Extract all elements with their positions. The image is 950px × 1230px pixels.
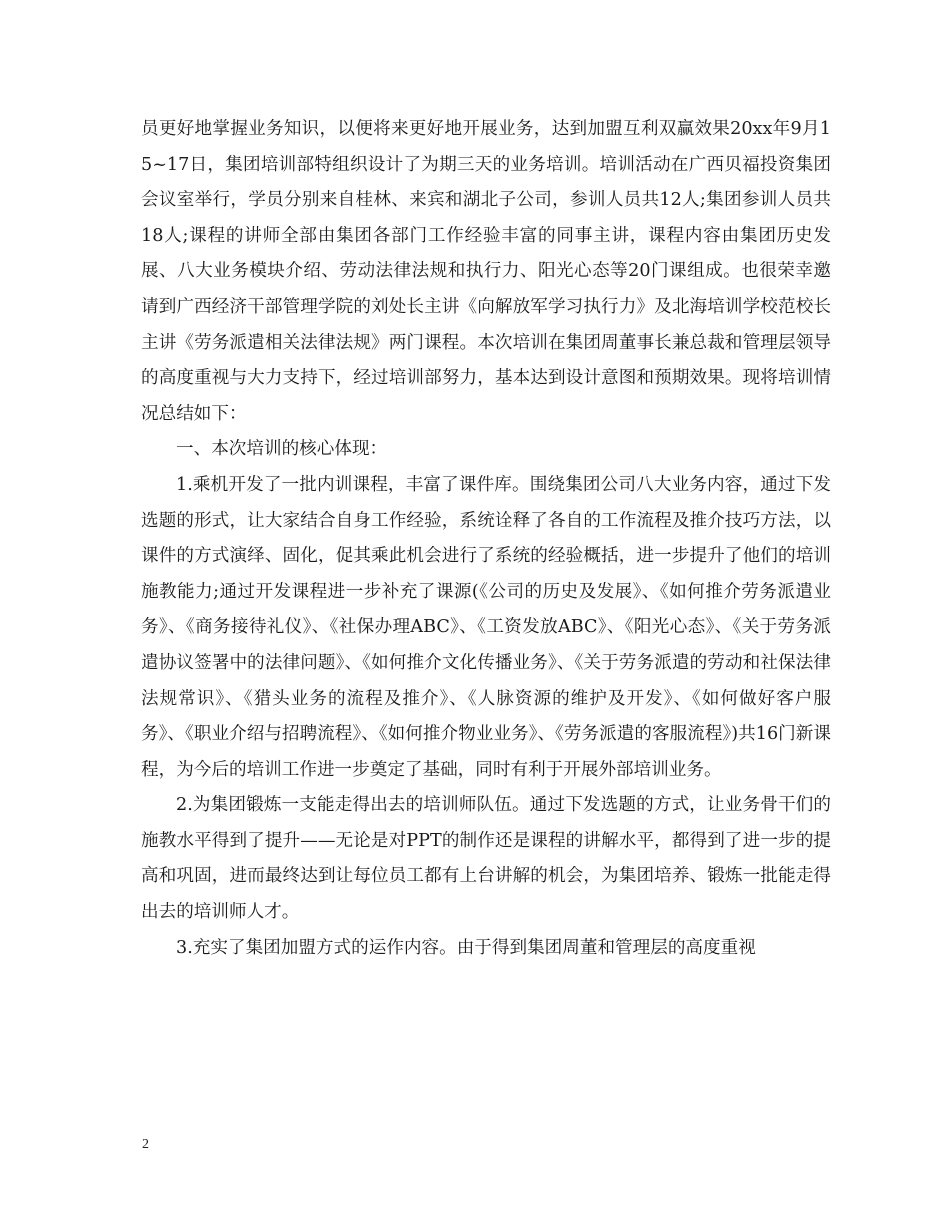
paragraph-point-1: 1.乘机开发了一批内训课程，丰富了课件库。围绕集团公司八大业务内容，通过下发选题的形式，让大家结合自身工作经验，系统诠释了各自的工作流程及推介技巧方法，以课件的方式演绎、固化，促其乘此机会进行了系统的经验概括，进一步提升了他们的培训施教能力;通过开发课程进一步补充了课源(《公司的历史及发展》、《如何推介劳务派遣业务》、《商务接待礼仪》、《社保办理ABC》、《工资发放ABC》、《阳光心态》、《关于劳务派遣协议签署中的法律问题》、《如何推介文化传播业务》、《关于劳务派遣的劳动和社保法律法规常识》、《猎头业务的流程及推介》、《人脉资源的维护及开发》、《如何做好客户服务》、《职业介绍与招聘流程》、《如何推介物业业务》、《劳务派遣的客服流程》)共16门新课程，为今后的培训工作进一步奠定了基础，同时有利于开展外部培训业务。 <box>141 474 831 780</box>
paragraph-point-2: 2.为集团锻炼一支能走得出去的培训师队伍。通过下发选题的方式，让业务骨干们的施教水平得到了提升——无论是对PPT的制作还是课程的讲解水平，都得到了进一步的提高和巩固，进而最终达到让每位员工都有上台讲解的机会，为集团培养、锻炼一批能走得出去的培训师人才。 <box>141 795 831 923</box>
section-heading: 一、本次培训的核心体现： <box>176 439 388 460</box>
paragraph-intro: 员更好地掌握业务知识，以便将来更好地开展业务，达到加盟互利双赢效果20xx年9月15~17日，集团培训部特组织设计了为期三天的业务培训。培训活动在广西贝福投资集团会议室举行，学员分别来自桂林、来宾和湖北子公司，参训人员共12人;集团参训人员共18人;课程的讲师全部由集团各部门工作经验丰富的同事主讲，课程内容由集团历史发展、八大业务模块介绍、劳动法律法规和执行力、阳光心态等20门课组成。也很荣幸邀请到广西经济干部管理学院的刘处长主讲《向解放军学习执行力》及北海培训学校范校长主讲《劳务派遣相关法律法规》两门课程。本次培训在集团周董事长兼总裁和管理层领导的高度重视与大力支持下，经过培训部努力，基本达到设计意图和预期效果。现将培训情况总结如下： <box>141 119 831 424</box>
page-number: 2 <box>142 1137 149 1152</box>
document-body <box>141 112 831 966</box>
paragraph-point-3: 3.充实了集团加盟方式的运作内容。由于得到集团周董和管理层的高度重视 <box>176 937 756 958</box>
